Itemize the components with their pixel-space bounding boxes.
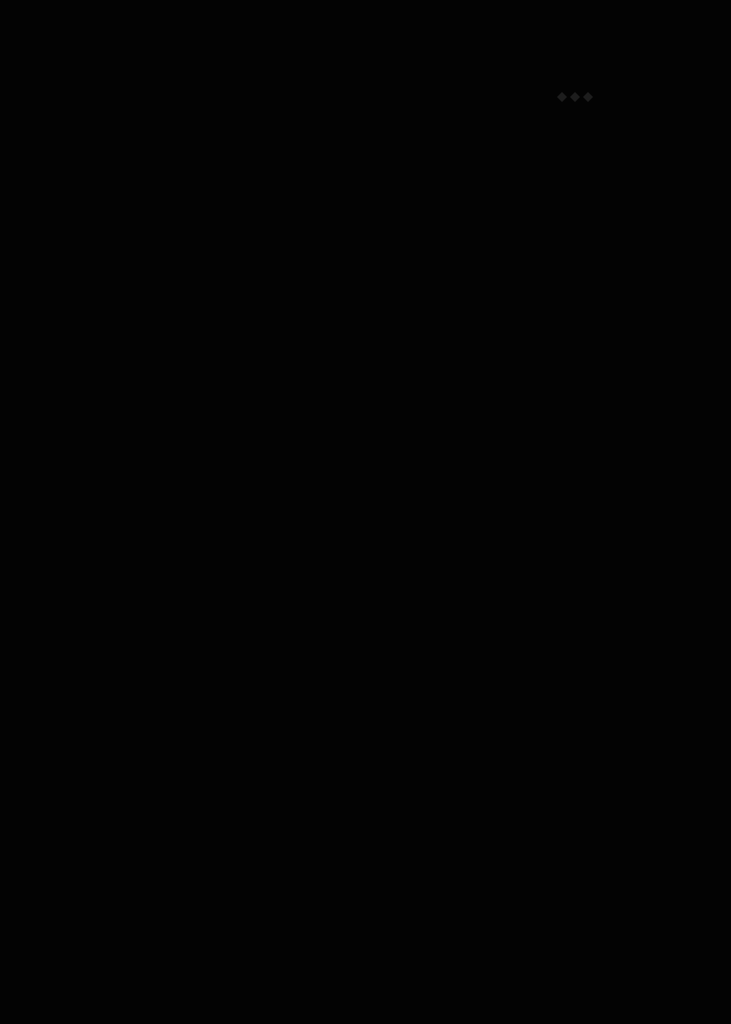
paragraph-6 (114, 260, 611, 285)
paragraph-3 (114, 186, 611, 211)
paragraph-12 (114, 407, 611, 432)
paragraph-11 (114, 382, 611, 407)
paragraph-10 (114, 358, 611, 383)
triple-diamond-ornament-icon (557, 92, 593, 102)
paragraph-2 (114, 162, 611, 187)
body-text (114, 137, 611, 431)
paragraph-5 (114, 235, 611, 260)
paragraph-9 (114, 333, 611, 358)
running-header (316, 88, 611, 106)
paragraph-8 (114, 309, 611, 334)
paragraph-4 (114, 211, 611, 236)
paragraph-1 (114, 137, 611, 162)
paragraph-7 (114, 284, 611, 309)
